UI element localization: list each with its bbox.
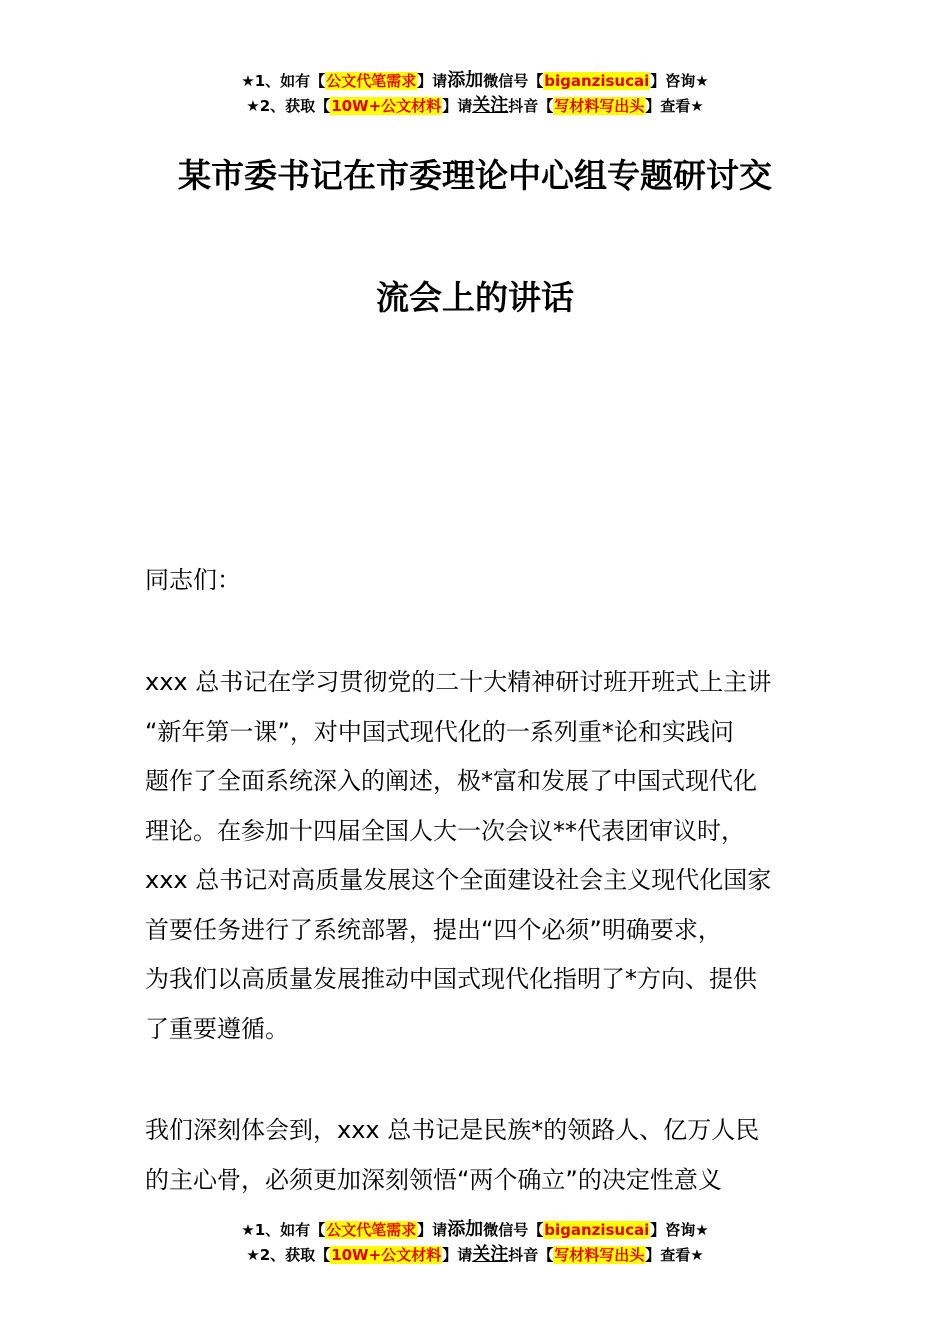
- paragraph-line: 为我们以高质量发展推动中国式现代化指明了*方向、提供: [145, 965, 757, 993]
- banner-text: 抖音【: [508, 1246, 554, 1264]
- paragraph-1: [145, 658, 835, 1054]
- banner-line-2: [0, 93, 950, 118]
- greeting: 同志们：: [145, 566, 241, 594]
- banner-text: 抖音【: [508, 97, 554, 115]
- paragraph-line: 了重要遵循。: [145, 1014, 289, 1043]
- paragraph-line: xxx 总书记对高质量发展这个全面建设社会主义现代化国家: [145, 866, 772, 894]
- banner-highlight: 写材料写出头: [554, 1246, 645, 1264]
- page-title-line-1: 某市委书记在市委理论中心组专题研讨交: [178, 156, 772, 195]
- banner-text: 关注: [472, 95, 509, 116]
- banner-text: 】请: [442, 1246, 473, 1264]
- banner-line-1: [0, 1217, 950, 1242]
- banner-text: 】请: [417, 72, 448, 90]
- banner-highlight: 10W+公文材料: [331, 97, 442, 115]
- banner-highlight: 公文代笔需求: [326, 1221, 417, 1239]
- banner-highlight: 公文代笔需求: [326, 72, 417, 90]
- paragraph-line: 理论。在参加十四届全国人大一次会议**代表团审议时，: [145, 816, 745, 845]
- banner-text: 】请: [417, 1221, 448, 1239]
- banner-text: ★1、如有【: [241, 72, 326, 90]
- page-title-line-2: 流会上的讲话: [376, 278, 574, 317]
- banner-text: 】咨询★: [650, 1221, 709, 1239]
- paragraph-line: 的主心骨，必须更加深刻领悟“两个确立”的决定性意义: [145, 1165, 722, 1194]
- banner-text: ★2、获取【: [246, 97, 331, 115]
- paragraph-2: [145, 1106, 835, 1205]
- banner-text: 】查看★: [645, 97, 704, 115]
- banner-text: 】请: [442, 97, 473, 115]
- paragraph-line: 首要任务进行了系统部署，提出“四个必须”明确要求，: [145, 915, 722, 944]
- banner-text: 添加: [447, 70, 484, 91]
- paragraph-line: 题作了全面系统深入的阐述，极*富和发展了中国式现代化: [145, 767, 757, 795]
- banner-text: 添加: [447, 1219, 484, 1240]
- banner-text: ★2、获取【: [246, 1246, 331, 1264]
- paragraph-line: “新年第一课”，对中国式现代化的一系列重*论和实践问: [145, 717, 734, 746]
- banner-wechat-id: biganzisucai: [544, 72, 650, 90]
- banner-line-1: [0, 68, 950, 93]
- banner-text: 】查看★: [645, 1246, 704, 1264]
- banner-highlight: 10W+公文材料: [331, 1246, 442, 1264]
- banner-line-2: [0, 1242, 950, 1267]
- bottom-banner: [0, 1217, 950, 1267]
- banner-highlight: 写材料写出头: [554, 97, 645, 115]
- top-banner: [0, 68, 950, 118]
- paragraph-line: xxx 总书记在学习贯彻党的二十大精神研讨班开班式上主讲: [145, 668, 772, 696]
- banner-text: ★1、如有【: [241, 1221, 326, 1239]
- paragraph-line: 我们深刻体会到，xxx 总书记是民族*的领路人、亿万人民: [145, 1116, 760, 1144]
- banner-text: 微信号【: [483, 72, 544, 90]
- banner-text: 】咨询★: [650, 72, 709, 90]
- banner-wechat-id: biganzisucai: [544, 1221, 650, 1239]
- banner-text: 关注: [472, 1244, 509, 1265]
- banner-text: 微信号【: [483, 1221, 544, 1239]
